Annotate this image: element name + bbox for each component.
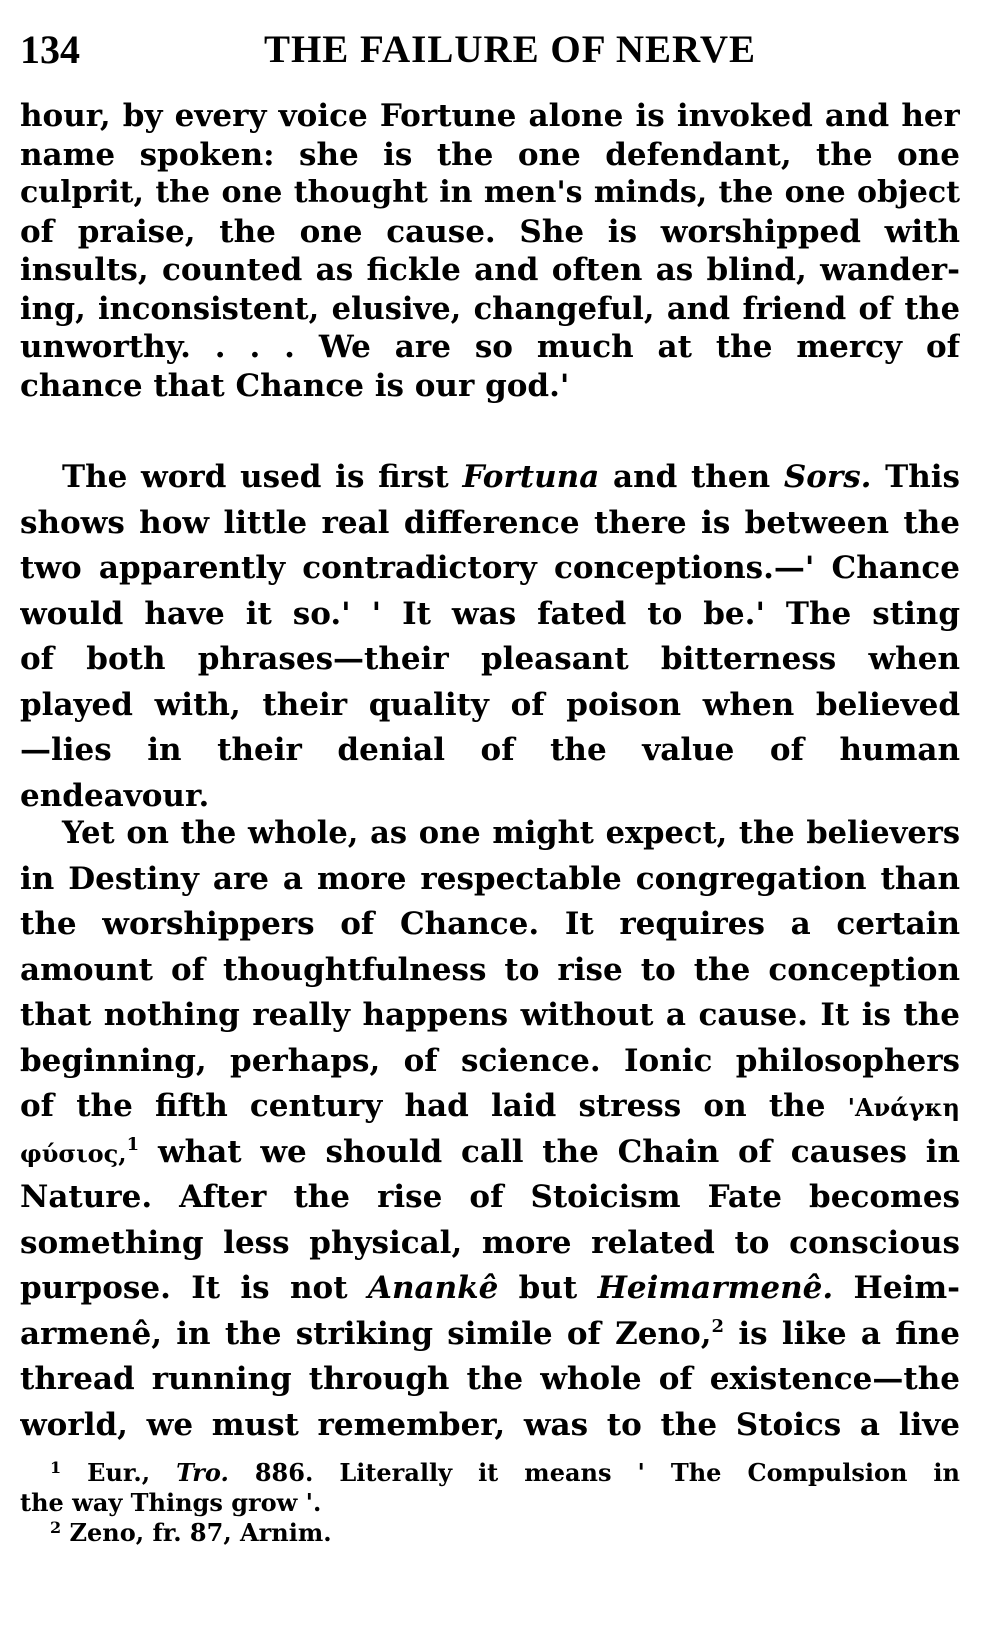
paragraph-line: Yet on the whole, as one might expect, the believers (62, 815, 960, 851)
paragraph-line: armenê, in the striking simile of Zeno,$^2$ is like a fine (20, 1315, 960, 1352)
paragraph-line: beginning, perhaps, of science. Ionic philosophers (20, 1042, 960, 1079)
quote-line: culprit, the one thought in men's minds, the one object (20, 175, 960, 210)
italic-fortuna: Fortuna (462, 459, 600, 495)
paragraph-line: endeavour. (20, 777, 210, 814)
footnote-mark: 1 (50, 1458, 62, 1477)
paragraph-line: would have it so.' ' It was fated to be.' The sting (20, 595, 960, 632)
quote-line: name spoken: she is the one defendant, the one (20, 136, 960, 173)
page-number: 134 (20, 27, 80, 72)
quotation-block (20, 97, 960, 405)
paragraph-line: —lies in their denial of the value of human (20, 732, 960, 768)
paragraph-line: of both phrases—their pleasant bitterness when (20, 641, 960, 677)
footnote-ref-1: 1 (126, 1133, 140, 1155)
paragraph-line: The word used is first Fortuna and then Sors. This (62, 459, 960, 495)
quote-line: ing, inconsistent, elusive, changeful, and friend of the (20, 290, 960, 327)
quote-line: of praise, the one cause. She is worshipped with (20, 213, 960, 250)
quote-line: chance that Chance is our god.' (20, 367, 570, 404)
running-title: THE FAILURE OF NERVE (263, 28, 757, 71)
quote-line: unworthy. . . . We are so much at the mercy of (20, 329, 960, 365)
italic-sors: Sors. (783, 459, 872, 495)
paragraph-line: something less physical, more related to conscious (20, 1224, 960, 1261)
page-header (20, 24, 960, 76)
paragraph-line: world, we must remember, was to the Stoics a live (20, 1406, 960, 1443)
paragraph-line: in Destiny are a more respectable congregation than (20, 860, 960, 897)
footnote-2: $^2$ Zeno, fr. 87, Arnim. (50, 1518, 332, 1547)
paragraph-2 (20, 811, 960, 1448)
paragraph-line: φύσιος,$^1$ what we should call the Chain of causes in (20, 1133, 960, 1170)
paragraph-line: amount of thoughtfulness to rise to the conception (20, 951, 960, 988)
paragraph-line: two apparently contradictory conceptions.—' Chance (20, 550, 960, 586)
footnote-1: $^1$ Eur., Tro. 886. Literally it means ' The Compulsion in (50, 1458, 960, 1487)
paragraph-line: that nothing really happens without a cause. It is the (20, 997, 960, 1033)
footnote-ref-2: 2 (711, 1315, 725, 1337)
paragraph-line: of the fifth century had laid stress on the 'Ανάγκη (20, 1088, 960, 1124)
paragraph-line: thread running through the whole of existence—the (20, 1361, 960, 1397)
paragraph-line: Nature. After the rise of Stoicism Fate becomes (20, 1179, 960, 1215)
paragraph-1 (20, 455, 960, 819)
paragraph-line: played with, their quality of poison when believed (20, 686, 960, 723)
paragraph-line: shows how little real difference there is between the (20, 504, 960, 541)
greek-word-ananke: 'Ανάγκη (847, 1093, 960, 1122)
quote-line: hour, by every voice Fortune alone is invoked and her (20, 98, 960, 134)
paragraph-line: the worshippers of Chance. It requires a certain (20, 906, 960, 942)
footnotes (20, 1458, 960, 1548)
italic-heimarmene: Heimarmenê. (597, 1270, 834, 1306)
footnote-1-continued: the way Things grow '. (20, 1488, 322, 1517)
greek-word-physios: φύσιος, (20, 1138, 127, 1168)
paragraph-line: purpose. It is not Anankê but Heimarmenê. Heim- (20, 1270, 960, 1306)
footnote-mark: 2 (50, 1518, 62, 1537)
quote-line: insults, counted as fickle and often as blind, wander- (20, 252, 960, 288)
italic-ananke: Anankê (367, 1270, 499, 1306)
